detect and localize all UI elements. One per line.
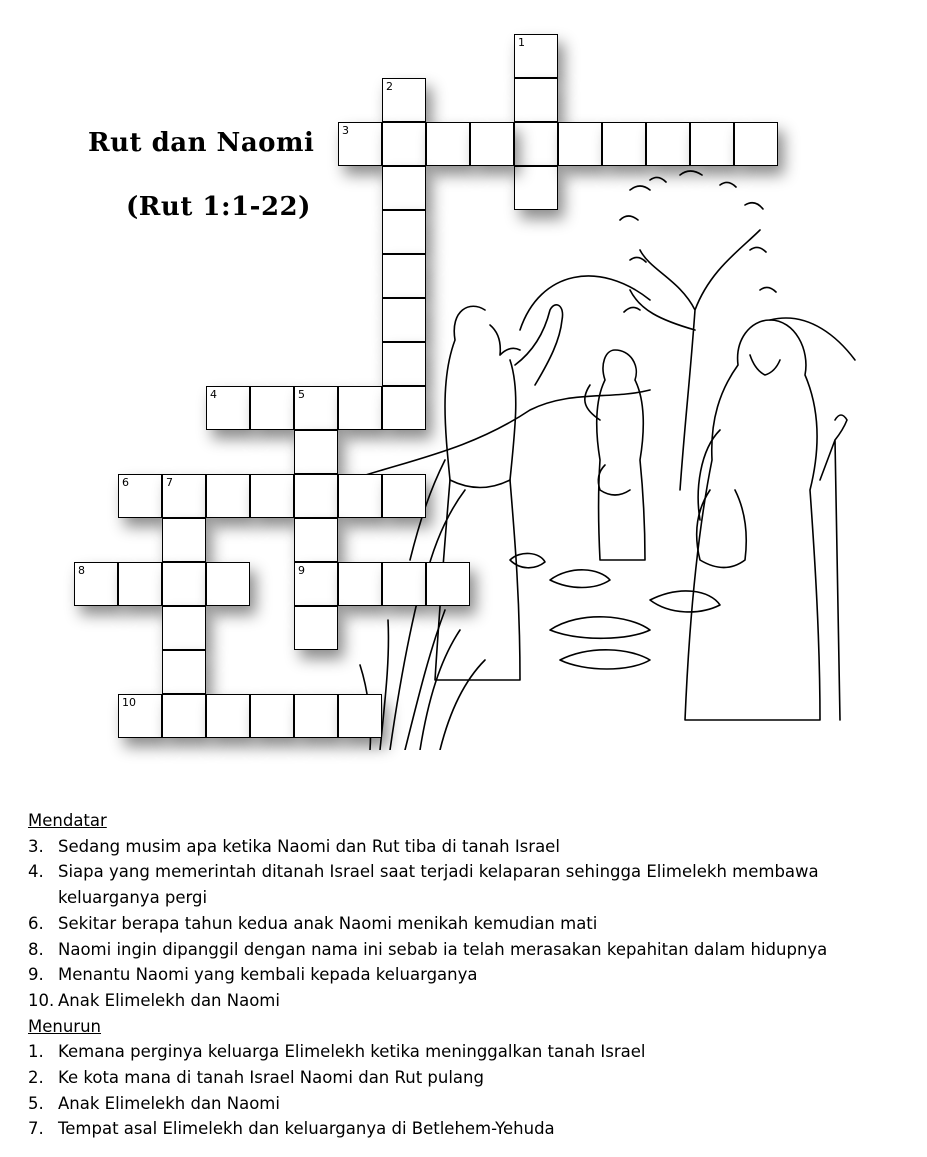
clue-text: Menantu Naomi yang kembali kepada keluarganya (58, 965, 478, 985)
crossword-cell[interactable] (294, 606, 338, 650)
clue-text: Anak Elimelekh dan Naomi (58, 990, 280, 1010)
crossword-cell[interactable] (162, 694, 206, 738)
crossword-cell[interactable] (514, 166, 558, 210)
clue-num: 1. (28, 1042, 44, 1062)
clue-num: 8. (28, 939, 44, 959)
crossword-cell[interactable] (382, 298, 426, 342)
crossword-cell[interactable] (558, 122, 602, 166)
crossword-cell[interactable] (118, 694, 162, 738)
crossword-cell[interactable] (382, 386, 426, 430)
crossword-cell[interactable] (382, 562, 426, 606)
clue-num: 10. (28, 990, 55, 1010)
crossword-cell[interactable] (206, 562, 250, 606)
clue-item (28, 911, 908, 937)
clue-text: Naomi ingin dipanggil dengan nama ini sebab ia telah merasakan kepahitan dalam hidupnya (58, 939, 828, 959)
crossword-cell[interactable] (162, 474, 206, 518)
clue-text: Anak Elimelekh dan Naomi (58, 1093, 280, 1113)
clue-number: 2 (386, 80, 393, 93)
crossword-cell[interactable] (206, 474, 250, 518)
crossword-cell[interactable] (382, 474, 426, 518)
crossword-cell[interactable] (118, 562, 162, 606)
crossword-cell[interactable] (382, 78, 426, 122)
crossword-cell[interactable] (338, 122, 382, 166)
clue-number: 3 (342, 124, 349, 137)
crossword-cell[interactable] (162, 606, 206, 650)
crossword-cell[interactable] (118, 474, 162, 518)
crossword-cell[interactable] (338, 386, 382, 430)
crossword-cell[interactable] (602, 122, 646, 166)
crossword-cell[interactable] (294, 474, 338, 518)
down-heading: Menurun (28, 1016, 102, 1036)
clue-number: 8 (78, 564, 85, 577)
crossword-cell[interactable] (646, 122, 690, 166)
clue-item (28, 962, 908, 988)
crossword-cell[interactable] (294, 386, 338, 430)
crossword-cell[interactable] (162, 650, 206, 694)
crossword-cell[interactable] (294, 430, 338, 474)
clue-number: 10 (122, 696, 136, 709)
crossword-cell[interactable] (470, 122, 514, 166)
crossword-cell[interactable] (162, 562, 206, 606)
crossword-cell[interactable] (734, 122, 778, 166)
clue-num: 6. (28, 913, 44, 933)
clue-text: Siapa yang memerintah ditanah Israel saat terjadi kelaparan sehingga Elimelekh membawa keluarganya pergi (58, 862, 819, 908)
clue-num: 2. (28, 1068, 44, 1088)
clue-number: 7 (166, 476, 173, 489)
clue-list (28, 808, 908, 1142)
crossword-cell[interactable] (338, 474, 382, 518)
crossword-cell[interactable] (382, 210, 426, 254)
clue-text: Sekitar berapa tahun kedua anak Naomi menikah kemudian mati (58, 913, 598, 933)
clue-number: 1 (518, 36, 525, 49)
clue-num: 3. (28, 836, 44, 856)
crossword-cell[interactable] (250, 386, 294, 430)
clue-item (28, 1065, 908, 1091)
ruth-naomi-illustration (350, 160, 860, 750)
clue-number: 9 (298, 564, 305, 577)
crossword-cell[interactable] (338, 694, 382, 738)
clue-text: Tempat asal Elimelekh dan keluarganya di Betlehem-Yehuda (58, 1119, 555, 1139)
crossword-cell[interactable] (206, 386, 250, 430)
across-heading: Mendatar (28, 811, 107, 830)
puzzle-title: Rut dan Naomi (88, 128, 315, 158)
clue-num: 9. (28, 965, 44, 985)
crossword-cell[interactable] (690, 122, 734, 166)
crossword-cell[interactable] (382, 342, 426, 386)
clue-number: 5 (298, 388, 305, 401)
crossword-cell[interactable] (294, 694, 338, 738)
scripture-reference: (Rut 1:1-22) (126, 192, 311, 222)
crossword-cell[interactable] (294, 518, 338, 562)
clue-text: Kemana perginya keluarga Elimelekh ketika meninggalkan tanah Israel (58, 1042, 646, 1062)
clue-item (28, 988, 908, 1014)
crossword-cell[interactable] (162, 518, 206, 562)
clue-number: 6 (122, 476, 129, 489)
clue-item (28, 937, 908, 963)
crossword-cell[interactable] (74, 562, 118, 606)
clue-text: Sedang musim apa ketika Naomi dan Rut tiba di tanah Israel (58, 836, 560, 856)
clue-item (28, 1091, 908, 1117)
crossword-cell[interactable] (382, 166, 426, 210)
clue-item (28, 859, 908, 910)
crossword-cell[interactable] (294, 562, 338, 606)
crossword-cell[interactable] (514, 78, 558, 122)
clue-number: 4 (210, 388, 217, 401)
crossword-cell[interactable] (382, 122, 426, 166)
crossword-cell[interactable] (206, 694, 250, 738)
clue-item (28, 1039, 908, 1065)
crossword-cell[interactable] (250, 474, 294, 518)
crossword-cell[interactable] (514, 34, 558, 78)
clue-text: Ke kota mana di tanah Israel Naomi dan Rut pulang (58, 1068, 484, 1088)
crossword-cell[interactable] (338, 562, 382, 606)
crossword-cell[interactable] (250, 694, 294, 738)
down-clues (28, 1039, 908, 1142)
crossword-cell[interactable] (382, 254, 426, 298)
across-clues (28, 834, 908, 1014)
crossword-cell[interactable] (426, 562, 470, 606)
clue-num: 5. (28, 1093, 44, 1113)
clue-num: 7. (28, 1119, 44, 1139)
clue-item (28, 834, 908, 860)
crossword-cell[interactable] (426, 122, 470, 166)
crossword-cell[interactable] (514, 122, 558, 166)
clue-num: 4. (28, 862, 44, 882)
clue-item (28, 1116, 908, 1142)
